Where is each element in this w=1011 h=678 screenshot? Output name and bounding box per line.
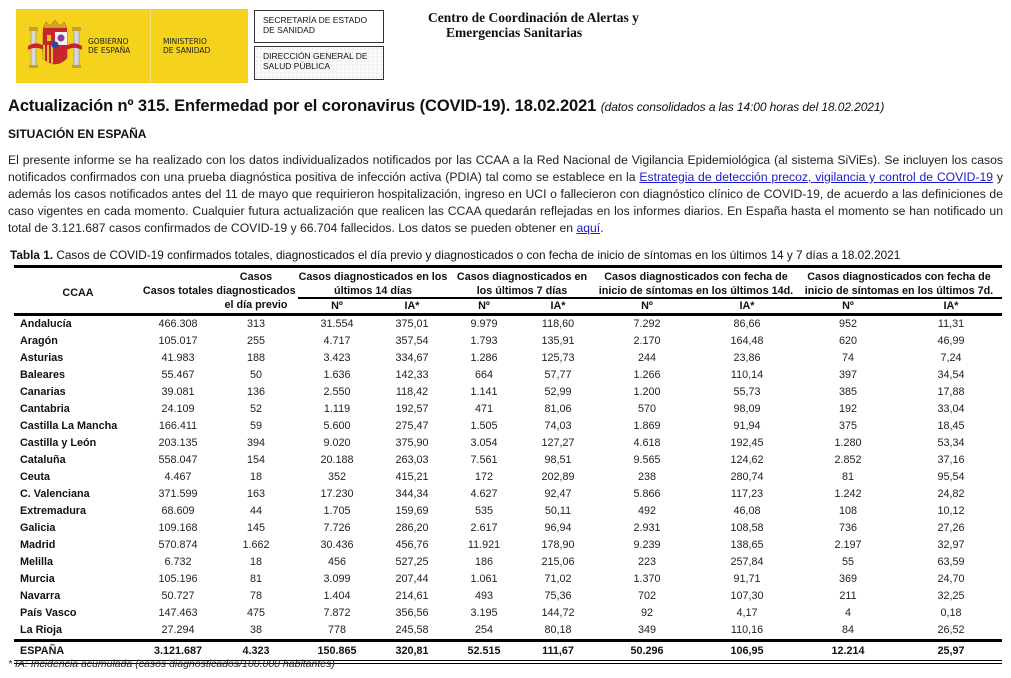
cell-casos-totales: 55.467	[161, 369, 195, 381]
intro-text-2: y además los casos notificados antes del 11 de mayo que requirieron hospitalización, ingreso en UCI o fallecieron con diagnóstico clínico de COVID-19, de acuerdo a las definiciones de caso vigentes en cada momento. Cualquier futura actualización que realicen las CCAA quedarán reflejadas en los informes diarios. En España hasta el momento se han notificado un total de 3.121.687 casos confirmados de COVID-19 y 66.704 fallecidos. Los datos se pueden obtener en	[8, 170, 1003, 235]
cell-sint14d-n: 244	[637, 352, 656, 364]
cell-sint14d-n: 1.200	[633, 386, 661, 398]
cell-sint7d-ia: 63,59	[937, 556, 965, 568]
cell-sint7d-n: 2.852	[834, 454, 862, 466]
cell-sint7d-ia: 0,18	[940, 607, 962, 619]
cell-ccaa: Navarra	[20, 590, 61, 602]
footnote: * IA: Incidencia acumulada (casos diagnosticados/100.000 habitantes)	[8, 658, 335, 670]
covid-cases-table	[14, 265, 1002, 664]
cell-sint7d-ia: 37,16	[937, 454, 965, 466]
cell-14d-ia: 263,03	[395, 454, 429, 466]
cell-dia-previo: 188	[246, 352, 265, 364]
cell-dia-previo: 50	[249, 369, 262, 381]
table-row	[14, 622, 1002, 641]
cell-7d-ia: 71,02	[544, 573, 572, 585]
cell-sint7d-ia: 11,31	[937, 318, 965, 330]
cell-sint7d-ia: 32,97	[937, 539, 965, 551]
cell-sint7d-n: 620	[838, 335, 857, 347]
cell-ccaa: Andalucía	[20, 318, 72, 330]
cell-14d-ia: 207,44	[395, 573, 429, 585]
gobierno-label-line2: DE ESPAÑA	[88, 46, 131, 55]
page-title-subtitle: (datos consolidados a las 14:00 horas del 18.02.2021)	[600, 100, 885, 114]
cell-ccaa: Aragón	[20, 335, 58, 347]
cell-7d-ia: 92,47	[544, 488, 572, 500]
secretaria-line1: SECRETARÍA DE ESTADO	[263, 15, 368, 25]
cell-14d-ia: 456,76	[395, 539, 429, 551]
table-row	[14, 571, 1002, 588]
direccion-line1: DIRECCIÓN GENERAL DE	[263, 51, 368, 61]
cell-casos-totales: 570.874	[158, 539, 198, 551]
cell-sint14d-ia: 98,09	[733, 403, 761, 415]
total-sint14d-n: 50.296	[596, 641, 698, 663]
cell-sint7d-ia: 26,52	[937, 624, 965, 636]
header-group-sintomas-14d: Casos diagnosticados con fecha de inicio de síntomas en los últimos 14d.	[596, 267, 796, 299]
total-sint7d-n: 12.214	[796, 641, 900, 663]
cell-dia-previo: 154	[246, 454, 265, 466]
cell-casos-totales: 68.609	[161, 505, 195, 517]
table-row	[14, 384, 1002, 401]
cell-ccaa: Baleares	[20, 369, 66, 381]
cell-sint14d-ia: 164,48	[730, 335, 764, 347]
cell-14d-ia: 214,61	[395, 590, 429, 602]
cell-sint14d-n: 5.866	[633, 488, 661, 500]
cell-sint7d-n: 385	[838, 386, 857, 398]
cell-sint14d-n: 349	[637, 624, 656, 636]
header-sint7d-n: Nº	[796, 298, 900, 315]
header-dia-previo: Casos diagnosticados el día previo	[214, 267, 298, 315]
cell-sint14d-n: 492	[637, 505, 656, 517]
cell-sint7d-n: 397	[838, 369, 857, 381]
cell-14d-ia: 375,01	[395, 318, 429, 330]
total-sint14d-ia: 106,95	[698, 641, 796, 663]
table-row	[14, 503, 1002, 520]
cell-sint7d-ia: 10,12	[937, 505, 965, 517]
page-title-main: Actualización nº 315. Enfermedad por el coronavirus (COVID-19). 18.02.2021	[8, 97, 597, 115]
cell-dia-previo: 475	[246, 607, 265, 619]
cell-14d-ia: 159,69	[395, 505, 429, 517]
cell-ccaa: Galicia	[20, 522, 56, 534]
cell-dia-previo: 59	[249, 420, 262, 432]
cell-14d-n: 7.872	[323, 607, 351, 619]
header-group-7d: Casos diagnosticados en los últimos 7 días	[448, 267, 596, 299]
cell-ccaa: Castilla y León	[20, 437, 97, 449]
cell-14d-n: 1.119	[323, 403, 351, 415]
cell-14d-ia: 344,34	[395, 488, 429, 500]
cell-14d-ia: 286,20	[395, 522, 429, 534]
cell-sint7d-n: 375	[838, 420, 857, 432]
cell-7d-n: 7.561	[470, 454, 498, 466]
cell-dia-previo: 38	[249, 624, 262, 636]
total-ccaa: ESPAÑA	[14, 641, 142, 663]
cell-sint14d-n: 238	[637, 471, 656, 483]
cell-sint14d-n: 2.931	[633, 522, 661, 534]
direccion-general-box	[254, 46, 384, 80]
cell-7d-ia: 50,11	[544, 505, 572, 517]
spain-coat-of-arms-icon	[28, 18, 82, 74]
cell-sint14d-ia: 4,17	[736, 607, 758, 619]
cell-ccaa: Madrid	[20, 539, 56, 551]
cell-sint7d-ia: 24,70	[937, 573, 965, 585]
cell-casos-totales: 105.196	[158, 573, 198, 585]
cell-casos-totales: 41.983	[161, 352, 195, 364]
cell-7d-ia: 125,73	[541, 352, 575, 364]
cell-7d-ia: 96,94	[544, 522, 572, 534]
header-7d-ia: IA*	[520, 298, 596, 315]
header-14d-ia: IA*	[376, 298, 448, 315]
table-row	[14, 367, 1002, 384]
cell-casos-totales: 147.463	[158, 607, 198, 619]
cell-casos-totales: 371.599	[158, 488, 198, 500]
cell-7d-ia: 127,27	[541, 437, 575, 449]
table-caption-label: Tabla 1.	[10, 248, 54, 262]
cell-casos-totales: 166.411	[158, 420, 198, 432]
secretaria-line2: DE SANIDAD	[263, 25, 315, 35]
cell-casos-totales: 558.047	[158, 454, 198, 466]
table-row	[14, 588, 1002, 605]
cell-sint7d-ia: 46,99	[937, 335, 965, 347]
cell-dia-previo: 394	[246, 437, 265, 449]
cell-dia-previo: 78	[249, 590, 262, 602]
cell-14d-n: 9.020	[323, 437, 351, 449]
cell-7d-ia: 75,36	[544, 590, 572, 602]
gobierno-ministerio-logo	[16, 9, 248, 83]
header-sint14d-n: Nº	[596, 298, 698, 315]
cell-7d-n: 3.054	[470, 437, 498, 449]
header-casos-totales: Casos totales	[142, 267, 214, 315]
total-dia-previo: 4.323	[214, 641, 298, 663]
cell-sint14d-n: 7.292	[633, 318, 661, 330]
cell-7d-ia: 215,06	[541, 556, 575, 568]
cell-sint7d-n: 952	[838, 318, 857, 330]
table-row	[14, 486, 1002, 503]
cell-7d-ia: 57,77	[544, 369, 572, 381]
cell-sint7d-n: 81	[841, 471, 854, 483]
cell-14d-n: 5.600	[323, 420, 351, 432]
total-14d-ia: 320,81	[376, 641, 448, 663]
cell-14d-ia: 192,57	[395, 403, 429, 415]
total-14d-n: 150.865	[298, 641, 376, 663]
cell-7d-n: 1.793	[470, 335, 498, 347]
header-sint14d-ia: IA*	[698, 298, 796, 315]
cell-sint14d-ia: 192,45	[730, 437, 764, 449]
cell-sint7d-n: 1.242	[834, 488, 862, 500]
cell-ccaa: País Vasco	[20, 607, 77, 619]
table-row	[14, 554, 1002, 571]
cell-sint7d-n: 55	[841, 556, 854, 568]
cell-14d-n: 1.636	[323, 369, 351, 381]
cell-7d-n: 3.195	[470, 607, 498, 619]
cell-14d-n: 31.554	[320, 318, 354, 330]
cell-ccaa: Ceuta	[20, 471, 50, 483]
cell-14d-n: 1.705	[323, 505, 351, 517]
cell-sint14d-ia: 46,08	[733, 505, 761, 517]
cell-14d-ia: 527,25	[395, 556, 429, 568]
cell-14d-ia: 275,47	[395, 420, 429, 432]
cell-sint7d-ia: 32,25	[937, 590, 965, 602]
cell-7d-ia: 98,51	[544, 454, 572, 466]
cell-sint14d-ia: 108,58	[730, 522, 764, 534]
cell-sint14d-n: 570	[637, 403, 656, 415]
cell-14d-n: 7.726	[323, 522, 351, 534]
header-7d-n: Nº	[448, 298, 520, 315]
cell-casos-totales: 39.081	[161, 386, 195, 398]
cell-14d-ia: 357,54	[395, 335, 429, 347]
cell-7d-n: 9.979	[470, 318, 498, 330]
cell-sint7d-n: 84	[841, 624, 854, 636]
cell-ccaa: Castilla La Mancha	[20, 420, 118, 432]
table-row	[14, 315, 1002, 334]
header-group-14d: Casos diagnosticados en los últimos 14 días	[298, 267, 448, 299]
header-14d-n: Nº	[298, 298, 376, 315]
cell-14d-n: 4.717	[323, 335, 351, 347]
cell-sint7d-n: 4	[844, 607, 851, 619]
cell-7d-n: 493	[474, 590, 493, 602]
cell-sint14d-n: 702	[637, 590, 656, 602]
table-row	[14, 520, 1002, 537]
header-ccaa: CCAA	[14, 267, 142, 315]
total-sint7d-ia: 25,97	[900, 641, 1002, 663]
cell-7d-n: 2.617	[470, 522, 498, 534]
ministerio-label-line2: DE SANIDAD	[163, 46, 211, 55]
ccaes-line1: Centro de Coordinación de Alertas y	[428, 10, 639, 25]
cell-sint7d-ia: 34,54	[937, 369, 965, 381]
cell-7d-ia: 178,90	[541, 539, 575, 551]
secretaria-estado-box	[254, 10, 384, 43]
cell-sint7d-ia: 53,34	[937, 437, 965, 449]
cell-sint7d-ia: 33,04	[937, 403, 965, 415]
cell-dia-previo: 1.662	[242, 539, 270, 551]
cell-sint14d-ia: 55,73	[733, 386, 761, 398]
cell-sint14d-n: 223	[637, 556, 656, 568]
cell-14d-n: 3.423	[323, 352, 351, 364]
cell-sint7d-n: 369	[838, 573, 857, 585]
cell-sint14d-ia: 91,71	[733, 573, 761, 585]
cell-14d-n: 20.188	[320, 454, 354, 466]
cell-7d-n: 11.921	[467, 539, 501, 551]
cell-7d-ia: 202,89	[541, 471, 575, 483]
table-row	[14, 469, 1002, 486]
intro-paragraph	[8, 152, 1003, 237]
cell-7d-n: 1.505	[470, 420, 498, 432]
cell-sint14d-n: 1.266	[633, 369, 661, 381]
cell-14d-n: 456	[327, 556, 346, 568]
cell-sint14d-n: 1.869	[633, 420, 661, 432]
cell-casos-totales: 27.294	[161, 624, 195, 636]
cell-7d-ia: 52,99	[544, 386, 572, 398]
cell-7d-n: 4.627	[470, 488, 498, 500]
cell-7d-ia: 81,06	[544, 403, 572, 415]
cell-casos-totales: 203.135	[158, 437, 198, 449]
cell-dia-previo: 145	[246, 522, 265, 534]
cell-sint14d-ia: 138,65	[730, 539, 764, 551]
cell-sint7d-ia: 7,24	[940, 352, 962, 364]
cell-7d-n: 186	[474, 556, 493, 568]
cell-dia-previo: 163	[246, 488, 265, 500]
cell-14d-n: 778	[327, 624, 346, 636]
cell-sint14d-ia: 117,23	[730, 488, 764, 500]
cell-sint7d-n: 2.197	[834, 539, 862, 551]
direccion-line2: SALUD PÚBLICA	[263, 61, 331, 71]
cell-14d-n: 352	[327, 471, 346, 483]
table-row	[14, 452, 1002, 469]
cell-7d-n: 535	[474, 505, 493, 517]
cell-14d-n: 2.550	[323, 386, 351, 398]
table-caption	[10, 248, 900, 262]
cell-sint7d-n: 736	[838, 522, 857, 534]
cell-7d-n: 471	[474, 403, 493, 415]
cell-sint14d-n: 92	[640, 607, 653, 619]
cell-7d-n: 1.061	[470, 573, 498, 585]
cell-14d-ia: 356,56	[395, 607, 429, 619]
total-7d-ia: 111,67	[520, 641, 596, 663]
cell-7d-ia: 74,03	[544, 420, 572, 432]
section-title: SITUACIÓN EN ESPAÑA	[8, 127, 147, 141]
cell-dia-previo: 18	[249, 556, 262, 568]
cell-7d-n: 254	[474, 624, 493, 636]
cell-sint14d-n: 9.239	[633, 539, 661, 551]
cell-sint14d-ia: 124,62	[730, 454, 764, 466]
cell-sint14d-ia: 23,86	[733, 352, 761, 364]
cell-casos-totales: 466.308	[158, 318, 198, 330]
cell-sint7d-ia: 17,88	[937, 386, 965, 398]
cell-7d-ia: 118,60	[541, 318, 575, 330]
cell-14d-n: 30.436	[320, 539, 354, 551]
cell-casos-totales: 24.109	[161, 403, 195, 415]
cell-7d-ia: 144,72	[541, 607, 575, 619]
cell-14d-ia: 118,42	[395, 386, 429, 398]
cell-sint7d-ia: 95,54	[937, 471, 965, 483]
ccaes-title	[428, 10, 639, 40]
cell-sint7d-ia: 24,82	[937, 488, 965, 500]
header-sint7d-ia: IA*	[900, 298, 1002, 315]
cell-sint7d-n: 74	[841, 352, 854, 364]
cell-sint14d-ia: 257,84	[730, 556, 764, 568]
ministerio-label-line1: MINISTERIO	[163, 37, 207, 46]
header-group-sintomas-7d: Casos diagnosticados con fecha de inicio de síntomas en los últimos 7d.	[796, 267, 1002, 299]
cell-sint14d-ia: 280,74	[730, 471, 764, 483]
cell-dia-previo: 52	[249, 403, 262, 415]
cell-dia-previo: 136	[246, 386, 265, 398]
cell-casos-totales: 4.467	[164, 471, 192, 483]
intro-text-3: .	[600, 221, 604, 235]
estrategia-link[interactable]: Estrategia de detección precoz, vigilancia y control de COVID-19	[639, 170, 994, 184]
aqui-link[interactable]: aquí	[576, 221, 601, 235]
cell-sint14d-ia: 107,30	[730, 590, 764, 602]
cell-7d-n: 172	[474, 471, 493, 483]
cell-sint14d-ia: 86,66	[733, 318, 761, 330]
cell-sint14d-ia: 110,14	[730, 369, 764, 381]
table-row	[14, 435, 1002, 452]
cell-ccaa: Cataluña	[20, 454, 66, 466]
cell-14d-n: 17.230	[320, 488, 354, 500]
cell-casos-totales: 105.017	[158, 335, 198, 347]
cell-ccaa: Melilla	[20, 556, 54, 568]
cell-sint7d-n: 211	[839, 590, 857, 602]
cell-casos-totales: 50.727	[161, 590, 195, 602]
cell-sint14d-n: 9.565	[633, 454, 661, 466]
cell-ccaa: Canarias	[20, 386, 66, 398]
table-row	[14, 537, 1002, 554]
cell-ccaa: Extremadura	[20, 505, 87, 517]
table-row	[14, 418, 1002, 435]
cell-ccaa: La Rioja	[20, 624, 62, 636]
cell-sint14d-n: 4.618	[633, 437, 661, 449]
cell-ccaa: Asturias	[20, 352, 64, 364]
cell-dia-previo: 313	[246, 318, 265, 330]
intro-text-1: El presente informe se ha realizado con los datos individualizados notificados por las CCAA a la Red Nacional de Vigilancia Epidemiológica (al sistema SiViEs). Se incluyen los casos notificados confirmados con una prueba diagnóstica positiva de infección activa (PDIA) tal como se establece en la	[8, 153, 1003, 184]
cell-dia-previo: 18	[249, 471, 262, 483]
cell-14d-n: 1.404	[323, 590, 351, 602]
table-row	[14, 350, 1002, 367]
cell-sint14d-ia: 110,16	[730, 624, 764, 636]
total-7d-n: 52.515	[448, 641, 520, 663]
ccaes-line2: Emergencias Sanitarias	[446, 25, 583, 40]
cell-sint7d-ia: 27,26	[937, 522, 965, 534]
cell-7d-n: 1.286	[470, 352, 498, 364]
cell-sint7d-n: 1.280	[834, 437, 862, 449]
cell-14d-ia: 142,33	[395, 369, 429, 381]
table-caption-text: Casos de COVID-19 confirmados totales, diagnosticados el día previo y diagnosticados o con fecha de inicio de síntomas en los últimos 14 y 7 días a 18.02.2021	[53, 248, 901, 262]
table-row	[14, 333, 1002, 350]
cell-14d-n: 3.099	[323, 573, 351, 585]
cell-7d-n: 664	[474, 369, 493, 381]
cell-sint7d-n: 192	[838, 403, 857, 415]
cell-sint7d-n: 108	[838, 505, 857, 517]
cell-casos-totales: 109.168	[158, 522, 198, 534]
page-title	[8, 97, 884, 116]
cell-7d-ia: 135,91	[541, 335, 575, 347]
cell-sint14d-n: 2.170	[633, 335, 661, 347]
table-row	[14, 605, 1002, 622]
cell-dia-previo: 255	[246, 335, 265, 347]
total-casos-totales: 3.121.687	[142, 641, 214, 663]
cell-7d-ia: 80,18	[544, 624, 572, 636]
cell-14d-ia: 245,58	[395, 624, 429, 636]
cell-sint14d-ia: 91,94	[733, 420, 761, 432]
cell-sint7d-ia: 18,45	[937, 420, 965, 432]
cell-ccaa: Cantabria	[20, 403, 70, 415]
cell-ccaa: C. Valenciana	[20, 488, 90, 500]
cell-casos-totales: 6.732	[164, 556, 192, 568]
gobierno-label-line1: GOBIERNO	[88, 37, 129, 46]
table-row	[14, 401, 1002, 418]
cell-dia-previo: 81	[249, 573, 262, 585]
cell-sint14d-n: 1.370	[633, 573, 661, 585]
cell-14d-ia: 375,90	[395, 437, 429, 449]
cell-dia-previo: 44	[249, 505, 262, 517]
cell-14d-ia: 334,67	[395, 352, 429, 364]
cell-14d-ia: 415,21	[395, 471, 429, 483]
cell-ccaa: Murcia	[20, 573, 55, 585]
cell-7d-n: 1.141	[470, 386, 498, 398]
